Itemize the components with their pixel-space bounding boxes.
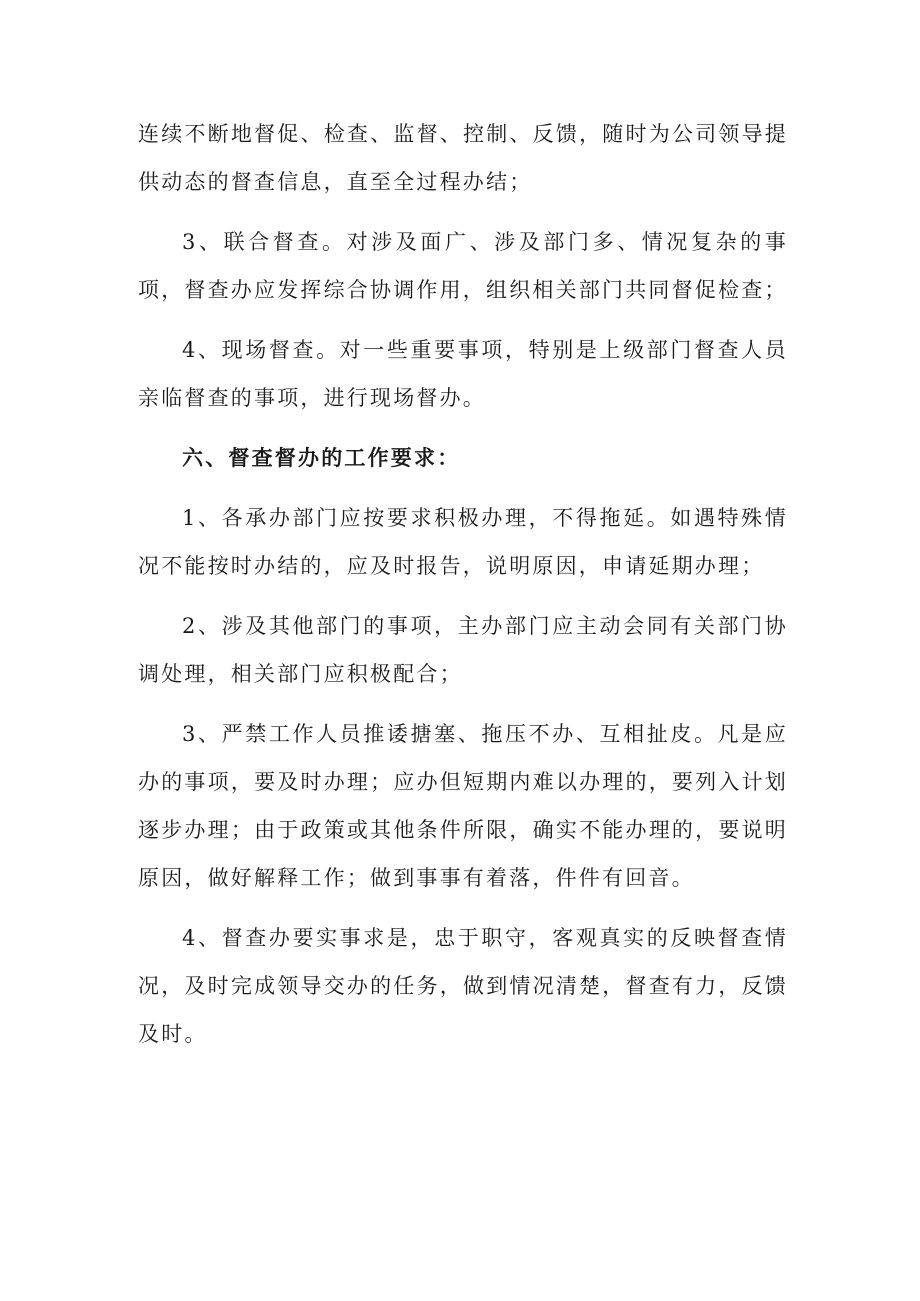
paragraph-joint-inspection: 3、联合督查。对涉及面广、涉及部门多、情况复杂的事项，督查办应发挥综合协调作用，组织相关部门共同督促检查；: [138, 230, 788, 302]
requirement-item-4: 4、督查办要实事求是，忠于职守，客观真实的反映督查情况，及时完成领导交办的任务，做到情况清楚，督查有力，反馈及时。: [138, 926, 788, 1046]
paragraph-continuation: 连续不断地督促、检查、监督、控制、反馈，随时为公司领导提供动态的督查信息，直至全过程办结；: [138, 122, 788, 194]
section-heading: 六、督查督办的工作要求：: [182, 446, 461, 470]
paragraph-onsite-inspection: 4、现场督查。对一些重要事项，特别是上级部门督查人员亲临督查的事项，进行现场督办。: [138, 338, 788, 410]
document-body: [138, 110, 788, 1070]
requirement-item-2: 2、涉及其他部门的事项，主办部门应主动会同有关部门协调处理，相关部门应积极配合；: [138, 614, 788, 686]
requirement-item-1: 1、各承办部门应按要求积极办理，不得拖延。如遇特殊情况不能按时办结的，应及时报告，说明原因，申请延期办理；: [138, 506, 788, 578]
requirement-item-3: 3、严禁工作人员推诿搪塞、拖压不办、互相扯皮。凡是应办的事项，要及时办理；应办但短期内难以办理的，要列入计划逐步办理；由于政策或其他条件所限，确实不能办理的，要说明原因，做好解释工作；做到事事有着落，件件有回音。: [138, 722, 788, 890]
